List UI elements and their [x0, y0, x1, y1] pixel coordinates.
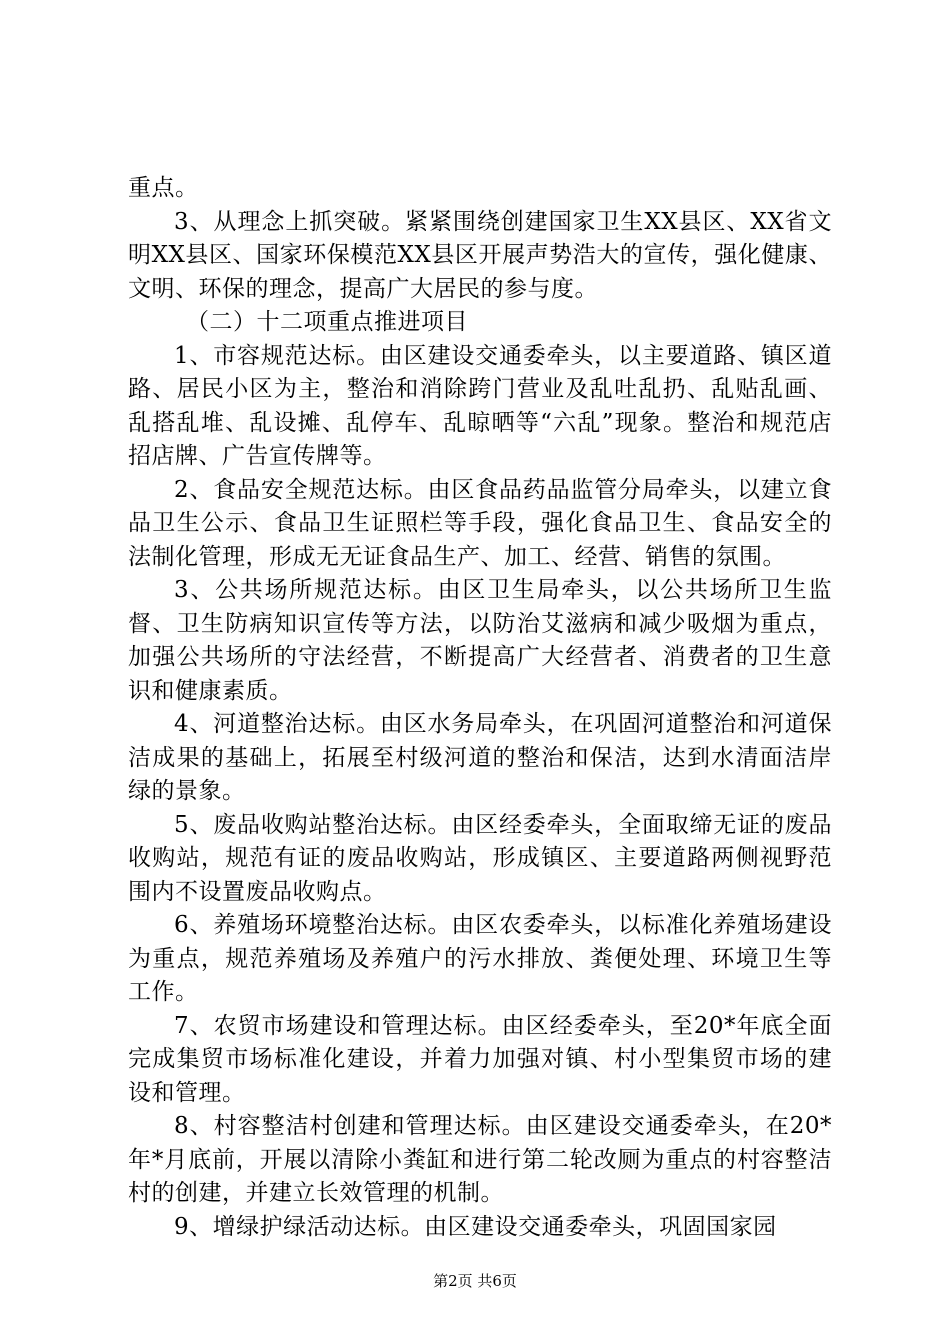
- paragraph-project-8: 8、村容整洁村创建和管理达标。由区建设交通委牵头，在20*年*月底前，开展以清除小粪缸和进行第二轮改厕为重点的村容整洁村的创建，并建立长效管理的机制。: [128, 1113, 832, 1206]
- paragraph-project-6: 6、养殖场环境整治达标。由区农委牵头，以标准化养殖场建设为重点，规范养殖场及养殖户的污水排放、粪便处理、环境卫生等工作。: [128, 912, 832, 1005]
- document-body: [128, 172, 832, 1244]
- paragraph-item-3-concept: 3、从理念上抓突破。紧紧围绕创建国家卫生XX县区、XX省文明XX县区、国家环保模范XX县区开展声势浩大的宣传，强化健康、文明、环保的理念，提高广大居民的参与度。: [128, 208, 832, 302]
- paragraph-project-2: 2、食品安全规范达标。由区食品药品监管分局牵头，以建立食品卫生公示、食品卫生证照栏等手段，强化食品卫生、食品安全的法制化管理，形成无无证食品生产、加工、经营、销售的氛围。: [128, 476, 832, 570]
- paragraph-continuation: 重点。: [128, 175, 199, 201]
- paragraph-project-3: 3、公共场所规范达标。由区卫生局牵头，以公共场所卫生监督、卫生防病知识宣传等方法，以防治艾滋病和减少吸烟为重点，加强公共场所的守法经营，不断提高广大经营者、消费者的卫生意识和健康素质。: [128, 577, 832, 704]
- section-heading-key-projects: （二）十二项重点推进项目: [186, 309, 468, 335]
- paragraph-project-7: 7、农贸市场建设和管理达标。由区经委牵头，至20*年底全面完成集贸市场标准化建设，并着力加强对镇、村小型集贸市场的建设和管理。: [128, 1012, 832, 1106]
- paragraph-project-1: 1、市容规范达标。由区建设交通委牵头，以主要道路、镇区道路、居民小区为主，整治和消除跨门营业及乱吐乱扔、乱贴乱画、乱搭乱堆、乱设摊、乱停车、乱晾晒等“六乱”现象。整治和规范店招店牌、广告宣传牌等。: [128, 342, 832, 469]
- paragraph-project-4: 4、河道整治达标。由区水务局牵头，在巩固河道整治和河道保洁成果的基础上，拓展至村级河道的整治和保洁，达到水清面洁岸绿的景象。: [128, 711, 832, 804]
- page-number-footer: 第2页 共6页: [433, 1272, 517, 1290]
- paragraph-project-9: 9、增绿护绿活动达标。由区建设交通委牵头，巩固国家园: [174, 1213, 777, 1240]
- paragraph-project-5: 5、废品收购站整治达标。由区经委牵头，全面取缔无证的废品收购站，规范有证的废品收购站，形成镇区、主要道路两侧视野范围内不设置废品收购点。: [128, 811, 832, 905]
